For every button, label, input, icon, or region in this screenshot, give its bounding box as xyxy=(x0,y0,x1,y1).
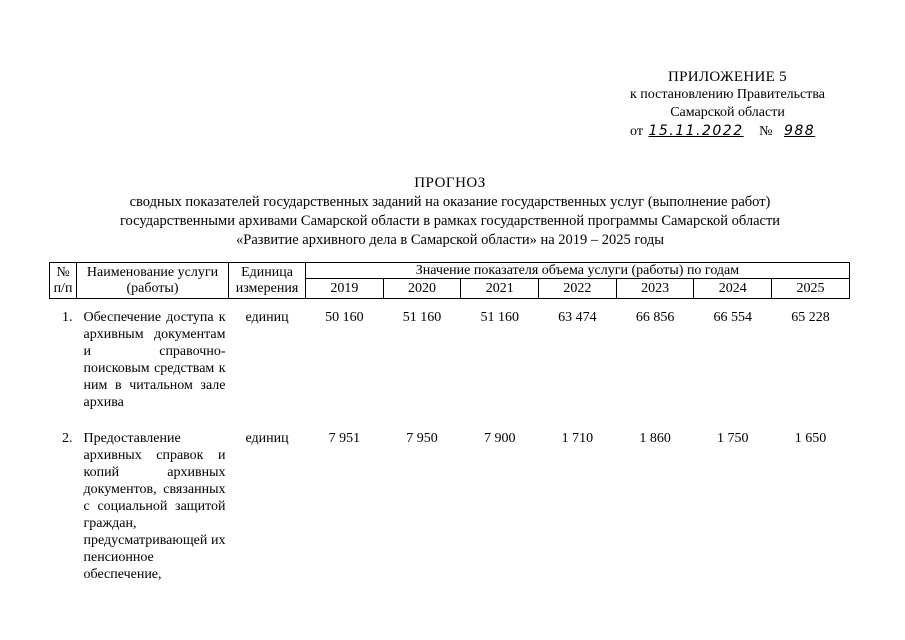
appendix-line-2: Самарской области xyxy=(670,105,785,120)
row-value: 1 860 xyxy=(639,431,671,446)
handwritten-date: 15.11.2022 xyxy=(648,123,744,139)
row-value: 7 951 xyxy=(328,431,361,446)
header-unit-line-1: Единица xyxy=(241,264,293,280)
table-row xyxy=(50,421,850,583)
forecast-table xyxy=(49,262,850,583)
row-service-name: Обеспечение доступа к архивным документам и справочно-поисковым средствам к ним в читальном зале архива xyxy=(83,310,226,410)
row-number: 2. xyxy=(62,431,73,446)
appendix-title: ПРИЛОЖЕНИЕ 5 xyxy=(668,69,787,85)
row-value: 1 650 xyxy=(794,431,827,446)
header-service-name xyxy=(77,263,229,299)
header-year: 2024 xyxy=(694,279,772,299)
row-unit: единиц xyxy=(245,310,289,325)
header-year: 2022 xyxy=(539,279,617,299)
appendix-block xyxy=(560,68,895,139)
row-service-name: Предоставление архивных справок и копий архивных документов, связанных с социальной защитой граждан, предусматривающей их пенсионное обеспечение, xyxy=(83,431,226,582)
header-unit xyxy=(229,263,306,299)
header-year: 2019 xyxy=(306,279,384,299)
row-value: 66 554 xyxy=(713,310,753,325)
table-row xyxy=(50,299,850,422)
row-value: 50 160 xyxy=(325,310,364,325)
row-value: 1 750 xyxy=(717,431,749,446)
row-value: 7 900 xyxy=(483,431,516,446)
heading-line-1: сводных показателей государственных заданий на оказание государственных услуг (выполнение работ) xyxy=(129,194,771,210)
number-label: № xyxy=(759,124,773,139)
header-name-line-1: Наименование услуги xyxy=(86,264,219,280)
heading-line-3: «Развитие архивного дела в Самарской области» на 2019 – 2025 годы xyxy=(236,232,664,248)
from-label: от xyxy=(630,124,643,139)
header-year: 2021 xyxy=(461,279,539,299)
row-unit: единиц xyxy=(245,431,289,446)
header-year: 2025 xyxy=(772,279,850,299)
header-year: 2023 xyxy=(616,279,694,299)
header-year: 2020 xyxy=(383,279,461,299)
row-value: 7 950 xyxy=(406,431,438,446)
row-value: 1 710 xyxy=(561,431,594,446)
appendix-line-1: к постановлению Правительства xyxy=(629,87,826,102)
header-unit-line-2: измерения xyxy=(235,280,299,296)
handwritten-number: 988 xyxy=(783,123,816,139)
row-value: 63 474 xyxy=(558,310,597,325)
row-value: 65 228 xyxy=(791,310,830,325)
heading-line-2: государственными архивами Самарской области в рамках государственной программы Самарской области xyxy=(119,213,781,229)
document-heading xyxy=(70,174,830,250)
header-values-group: Значение показателя объема услуги (работы) по годам xyxy=(306,263,850,279)
header-number-line-1: № xyxy=(56,264,70,280)
row-value: 51 160 xyxy=(402,310,442,325)
header-number xyxy=(50,263,77,299)
row-number: 1. xyxy=(62,310,73,325)
header-name-line-2: (работы) xyxy=(126,280,179,296)
row-value: 66 856 xyxy=(635,310,675,325)
appendix-reference xyxy=(630,122,840,141)
header-number-line-2: п/п xyxy=(53,280,73,296)
row-value: 51 160 xyxy=(480,310,519,325)
heading-title: ПРОГНОЗ xyxy=(414,175,486,191)
